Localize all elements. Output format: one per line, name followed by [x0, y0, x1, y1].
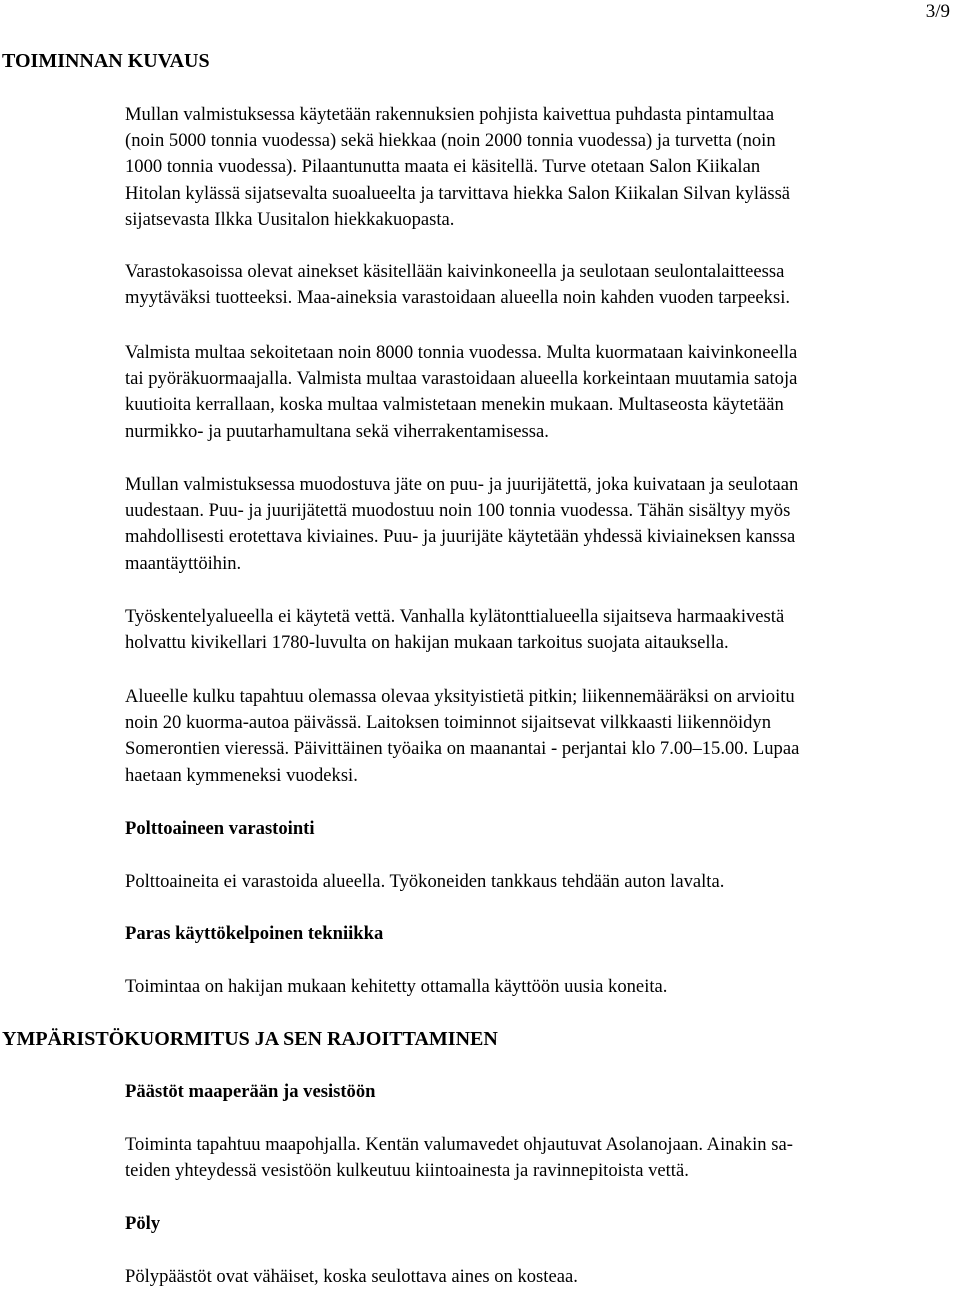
page-number: 3/9 — [925, 1, 950, 22]
paragraph-work-area — [125, 604, 955, 656]
paragraph-fuel-storage — [125, 869, 955, 895]
text-line: noin 20 kuorma-autoa päivässä. Laitoksen toiminnot sijaitsevat vilkkaasti liikennöidyn — [125, 712, 772, 734]
text-line: Mullan valmistuksessa käytetään rakennuksien pohjista kaivettua puhdasta pintamultaa — [125, 104, 775, 125]
text-line: Pölypäästöt ovat vähäiset, koska seulottava aines on kosteaa. — [125, 1266, 578, 1287]
text-line: teiden yhteydessä vesistöön kulkeutuu kiintoainesta ja ravinnepitoista vettä. — [125, 1160, 689, 1182]
text-line: Mullan valmistuksessa muodostuva jäte on puu- ja juurijätettä, joka kuivataan ja seulotaan — [125, 474, 799, 495]
paragraph-raw-materials — [125, 102, 955, 233]
text-line: tai pyöräkuormaajalla. Valmista multaa varastoidaan alueella korkeintaan muutamia satoja — [125, 368, 798, 390]
text-line: nurmikko- ja puutarhamultana sekä viherrakentamisessa. — [125, 420, 549, 442]
text-line: haetaan kymmeneksi vuodeksi. — [125, 764, 358, 786]
text-line: Työskentelyalueella ei käytetä vettä. Vanhalla kylätonttialueella sijaitseva harmaakivestä — [125, 606, 785, 627]
section-heading-ymparistokuormitus: YMPÄRISTÖKUORMITUS JA SEN RAJOITTAMINEN — [2, 1028, 498, 1050]
section-heading-toiminnan-kuvaus: TOIMINNAN KUVAUS — [2, 50, 210, 72]
text-line: (noin 5000 tonnia vuodessa) sekä hiekkaa (noin 2000 tonnia vuodessa) ja turvetta (noin — [125, 130, 776, 152]
paragraph-best-technique — [125, 974, 955, 1000]
text-line: Toimintaa on hakijan mukaan kehitetty ottamalla käyttöön uusia koneita. — [125, 976, 668, 997]
paragraph-traffic — [125, 684, 955, 789]
text-line: Polttoaineita ei varastoida alueella. Työkoneiden tankkaus tehdään auton lavalta. — [125, 871, 725, 892]
text-line: kuutioita kerrallaan, koska multaa valmistetaan menekin mukaan. Multaseosta käytetään — [125, 394, 784, 416]
paragraph-processing — [125, 259, 955, 311]
text-line: sijatsevasta Ilkka Uusitalon hiekkakuopasta. — [125, 208, 455, 230]
subheading-soil-water-emissions: Päästöt maaperään ja vesistöön — [125, 1081, 376, 1102]
text-line: Hitolan kylässä sijatsevalta suoalueelta ja tarvittava hiekka Salon Kiikalan Silvan kylässä — [125, 182, 791, 204]
paragraph-production — [125, 340, 955, 445]
text-line: Valmista multaa sekoitetaan noin 8000 tonnia vuodessa. Multa kuormataan kaivinkoneella — [125, 342, 798, 363]
subheading-dust: Pöly — [125, 1213, 161, 1234]
paragraph-waste — [125, 472, 955, 577]
paragraph-dust — [125, 1264, 955, 1290]
paragraph-soil-water-emissions — [125, 1132, 955, 1184]
text-line: myytäväksi tuotteeksi. Maa-aineksia varastoidaan alueella noin kahden vuoden tarpeeksi. — [125, 287, 791, 309]
text-line: mahdollisesti erotettava kiviaines. Puu- ja juurijäte käytetään yhdessä kiviaineksen kanssa — [125, 526, 796, 548]
text-line: holvattu kivikellari 1780-luvulta on hakijan mukaan tarkoitus suojata aitauksella. — [125, 632, 729, 654]
text-line: Varastokasoissa olevat ainekset käsitellään kaivinkoneella ja seulotaan seulontalaitteessa — [125, 261, 785, 282]
text-line: 1000 tonnia vuodessa). Pilaantunutta maata ei käsitellä. Turve otetaan Salon Kiikalan — [125, 156, 761, 178]
text-line: Toiminta tapahtuu maapohjalla. Kentän valumavedet ohjautuvat Asolanojaan. Ainakin sa- — [125, 1134, 793, 1155]
text-line: Alueelle kulku tapahtuu olemassa olevaa yksityistietä pitkin; liikennemääräksi on arvioitu — [125, 686, 795, 707]
subheading-fuel-storage: Polttoaineen varastointi — [125, 818, 315, 839]
text-line: maantäyttöihin. — [125, 552, 242, 574]
text-line: Somerontien vieressä. Päivittäinen työaika on maanantai - perjantai klo 7.00–15.00. Lupaa — [125, 738, 800, 760]
text-line: uudestaan. Puu- ja juurijätettä muodostuu noin 100 tonnia vuodessa. Tähän sisältyy myös — [125, 500, 791, 522]
subheading-best-technique: Paras käyttökelpoinen tekniikka — [125, 923, 384, 944]
